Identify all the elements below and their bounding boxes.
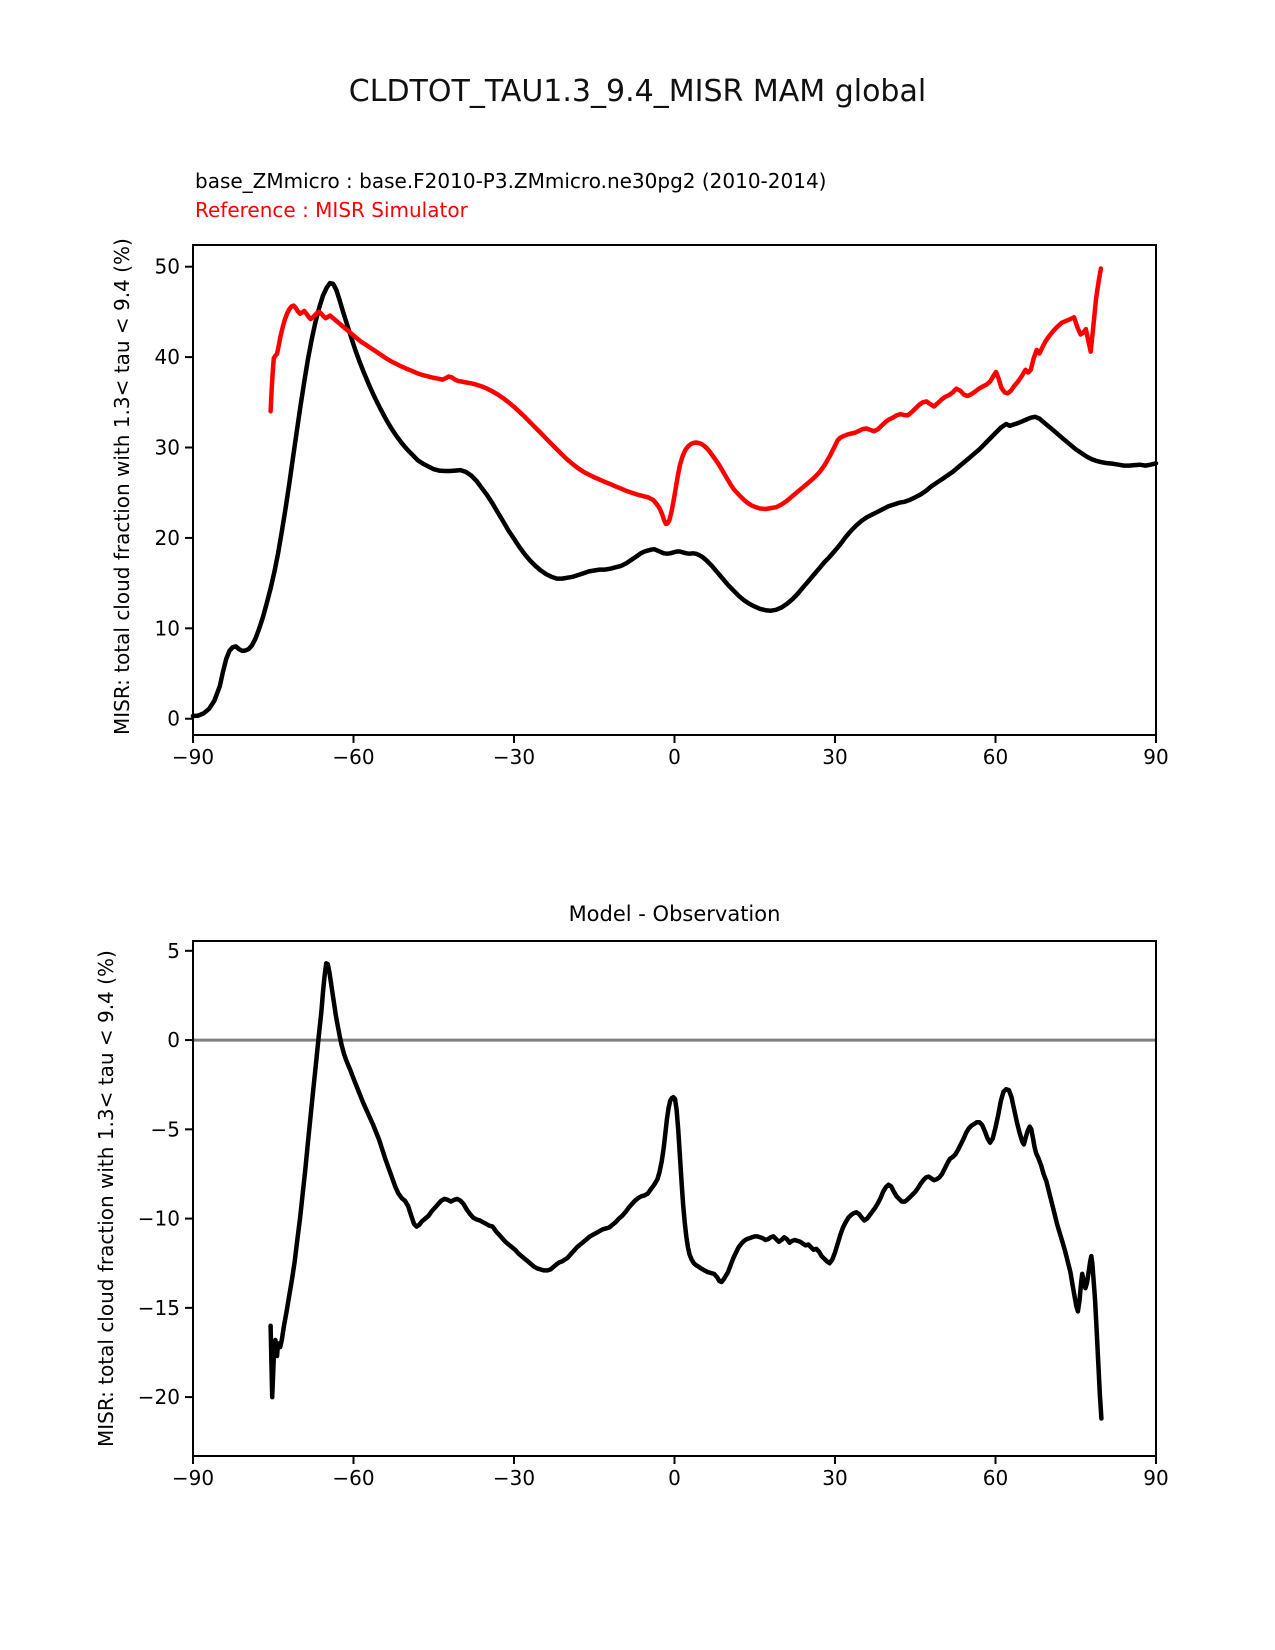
legend-reference-label: Reference : MISR Simulator <box>195 198 468 222</box>
x-tick-label: −90 <box>171 745 215 770</box>
y-tick-label: 40 <box>154 345 180 370</box>
diff-chart-title: Model - Observation <box>568 902 781 926</box>
x-tick-label: 30 <box>822 745 848 770</box>
y-tick-label: 10 <box>154 616 180 641</box>
x-tick-label: −60 <box>332 745 375 770</box>
y-tick-label: −10 <box>137 1206 180 1231</box>
y-tick-label: 50 <box>154 254 180 279</box>
y-tick-label: 20 <box>154 525 180 550</box>
chart-canvas <box>154 245 1169 770</box>
y-tick-label: −15 <box>137 1295 180 1320</box>
x-tick-label: 0 <box>668 1466 681 1491</box>
chart-canvas <box>137 938 1169 1491</box>
diff-chart-y-axis-label: MISR: total cloud fraction with 1.3< tau < 9.4 (%) <box>94 950 118 1447</box>
y-tick-label: 0 <box>167 1028 180 1053</box>
page-title: CLDTOT_TAU1.3_9.4_MISR MAM global <box>348 74 927 109</box>
x-tick-label: −30 <box>492 745 536 770</box>
y-tick-label: 5 <box>167 938 180 963</box>
x-tick-label: 90 <box>1143 745 1169 770</box>
diff-chart-plot-area <box>137 938 1169 1491</box>
series-line-0 <box>271 963 1102 1418</box>
x-tick-label: 90 <box>1143 1466 1169 1491</box>
y-tick-label: 30 <box>154 435 180 460</box>
y-tick-label: 0 <box>167 706 180 731</box>
series-line-1 <box>271 269 1101 524</box>
x-tick-label: −60 <box>332 1466 375 1491</box>
x-tick-label: −30 <box>492 1466 536 1491</box>
main-chart-plot-area <box>154 245 1169 770</box>
x-tick-label: −90 <box>171 1466 215 1491</box>
y-tick-label: −5 <box>150 1117 180 1142</box>
y-tick-label: −20 <box>137 1385 180 1410</box>
x-tick-label: 0 <box>668 745 681 770</box>
main-chart-y-axis-label: MISR: total cloud fraction with 1.3< tau < 9.4 (%) <box>110 238 134 735</box>
x-tick-label: 60 <box>982 1466 1009 1491</box>
legend-model-label: base_ZMmicro : base.F2010-P3.ZMmicro.ne30pg2 (2010-2014) <box>195 169 827 193</box>
x-tick-label: 60 <box>982 745 1009 770</box>
x-tick-label: 30 <box>822 1466 848 1491</box>
